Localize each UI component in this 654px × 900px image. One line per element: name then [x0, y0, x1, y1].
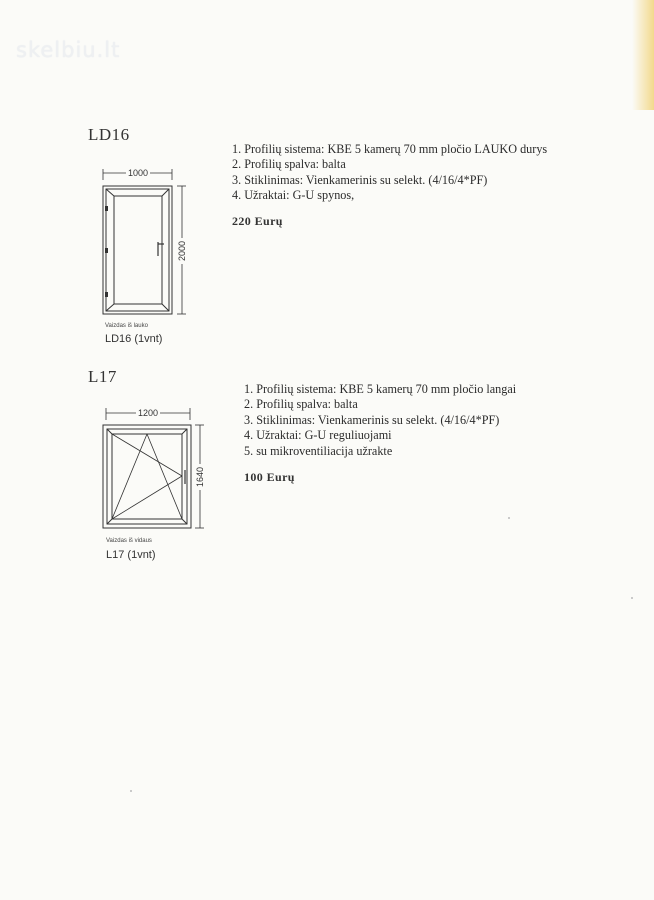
height-dimension-label: 1640 [195, 466, 205, 488]
scan-speck [130, 790, 132, 792]
scan-speck [631, 597, 633, 599]
price-ld16: 220 Eurų [232, 214, 283, 228]
spec-line: 1. Profilių sistema: KBE 5 kamerų 70 mm pločio LAUKO durys [232, 142, 548, 156]
width-dimension-label: 1200 [137, 408, 159, 418]
skelbiu-watermark-logo: skelbiu.lt [16, 38, 121, 62]
width-dimension-label: 1000 [127, 168, 149, 178]
item-code-l17: L17 [88, 367, 117, 386]
height-dimension-label: 2000 [177, 240, 187, 262]
spec-line: 3. Stiklinimas: Vienkamerinis su selekt. (4/16/4*PF) [232, 172, 488, 187]
scan-speck [508, 517, 510, 519]
window-drawing-l17 [98, 404, 212, 536]
spec-list-l17 [244, 382, 516, 459]
window-frame [103, 425, 191, 528]
caption-ld16: LD16 (1vnt) [105, 333, 163, 345]
spec-line: 2. Profilių spalva: balta [244, 397, 358, 412]
spec-line: 4. Užraktai: G-U spynos, [232, 188, 355, 203]
spec-list-ld16 [232, 142, 547, 204]
door-drawing-ld16 [94, 164, 194, 322]
spec-line: 3. Stiklinimas: Vienkamerinis su selekt. (4/16/4*PF) [244, 412, 500, 427]
item-code-ld16: LD16 [88, 125, 130, 144]
spec-line: 4. Užraktai: G-U reguliuojami [244, 428, 392, 443]
opening-direction-lines [112, 434, 182, 519]
spec-line: 1. Profilių sistema: KBE 5 kamerų 70 mm pločio langai [244, 382, 517, 396]
door-handle-icon [158, 242, 164, 256]
page-edge-tint [632, 0, 654, 110]
view-label-l17: Vaizdas iš vidaus [106, 538, 152, 544]
spec-line: 5. su mikroventiliacija užrakte [244, 443, 393, 458]
door-frame [103, 186, 172, 314]
view-label-ld16: Vaizdas iš lauko [105, 323, 148, 329]
price-l17: 100 Eurų [244, 470, 295, 484]
spec-line: 2. Profilių spalva: balta [232, 157, 346, 172]
caption-l17: L17 (1vnt) [106, 549, 156, 561]
